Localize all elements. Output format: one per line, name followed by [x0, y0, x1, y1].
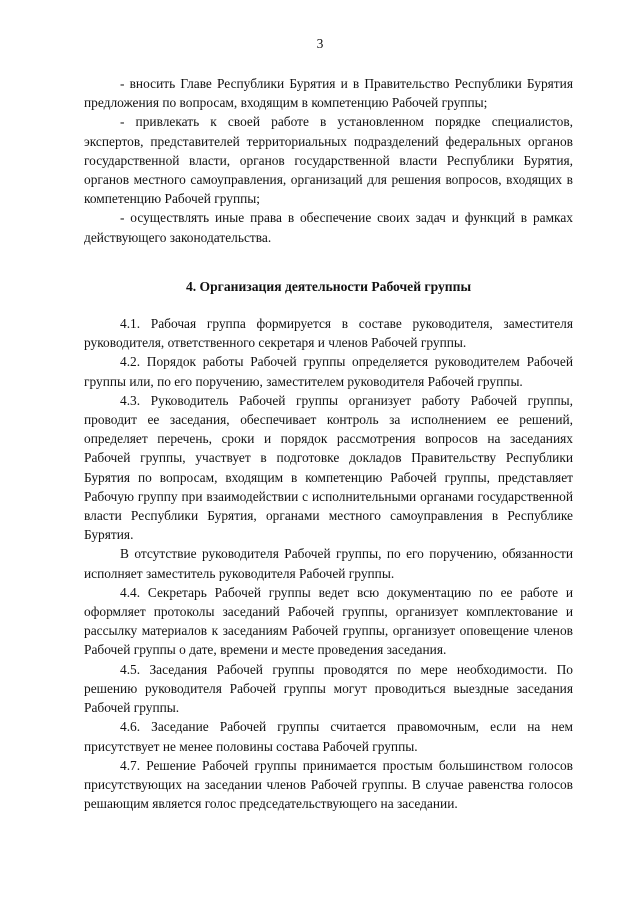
paragraph-4-5: 4.5. Заседания Рабочей группы проводятся по мере необходимости. По решению руководителя Рабочей группы могут проводиться выездные заседания Рабочей группы. — [84, 661, 573, 716]
paragraph-4-6: 4.6. Заседание Рабочей группы считается правомочным, если на нем присутствует не менее половины состава Рабочей группы. — [84, 719, 573, 754]
paragraph-4-4: 4.4. Секретарь Рабочей группы ведет всю документацию по ее работе и оформляет протоколы заседаний Рабочей группы, организует комплектование и рассылку материалов к заседаниям Рабочей группы, организует оповещение членов Рабочей группы о дате, времени и месте проведения заседания. — [84, 584, 573, 658]
paragraph-4-3-continuation: В отсутствие руководителя Рабочей группы, по его поручению, обязанности исполняет заместитель руководителя Рабочей группы. — [84, 546, 573, 581]
rights-item: - осуществлять иные права в обеспечение своих задач и функций в рамках действующего законодательства. — [84, 210, 573, 245]
rights-list — [84, 74, 573, 247]
paragraph-4-3: 4.3. Руководитель Рабочей группы организует работу Рабочей группы, проводит ее заседания, обеспечивает контроль за исполнением ее решений, определяет перечень, сроки и порядок рассмотрения вопросов на заседаниях Рабочей группы, участвует в подготовке докладов Правительству Республики Бурятия по вопросам, входящим в компетенцию Рабочей группы, представляет Рабочую группу при взаимодействии с исполнительными органами государственной власти Республики Бурятия, органами местного самоуправления в Республике Бурятия. — [84, 392, 573, 543]
paragraph-4-1: 4.1. Рабочая группа формируется в составе руководителя, заместителя руководителя, ответственного секретаря и членов Рабочей группы. — [84, 316, 573, 351]
section-title: 4. Организация деятельности Рабочей группы — [185, 278, 472, 294]
paragraph-4-2: 4.2. Порядок работы Рабочей группы определяется руководителем Рабочей группы или, по его поручению, заместителем руководителя Рабочей группы. — [84, 354, 573, 389]
paragraph-4-7: 4.7. Решение Рабочей группы принимается простым большинством голосов присутствующих на заседании членов Рабочей группы. В случае равенства голосов решающим является голос председательствующего на заседании. — [84, 757, 573, 812]
section-body — [84, 314, 573, 813]
rights-item: - привлекать к своей работе в установленном порядке специалистов, экспертов, представителей территориальных подразделений федеральных органов государственной власти, органов государственной власти Республики Бурятия, органов местного самоуправления, организаций для решения вопросов, входящих в компетенцию Рабочей группы; — [84, 114, 573, 207]
document-body — [84, 74, 573, 813]
rights-item: - вносить Главе Республики Бурятия и в Правительство Республики Бурятия предложения по вопросам, входящим в компетенцию Рабочей группы; — [84, 76, 573, 111]
page-number: 3 — [316, 36, 324, 51]
